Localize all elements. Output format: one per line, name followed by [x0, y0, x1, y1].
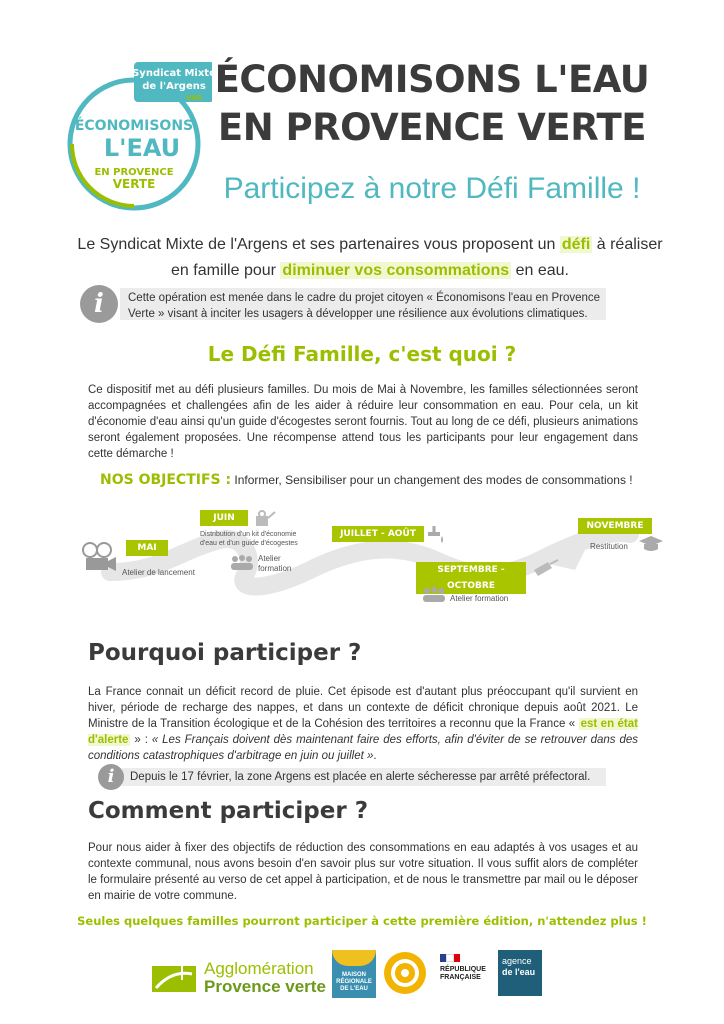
agence-line2: de l'eau [502, 967, 536, 977]
info-icon: i [98, 764, 124, 790]
timeline-tag-septembre-octobre: SEPTEMBRE - OCTOBRE [416, 562, 526, 594]
info-icon: i [80, 285, 118, 323]
info-box-project [120, 288, 606, 320]
watering-can-icon [252, 508, 276, 530]
logo-line1: ÉCONOMISONS [74, 118, 194, 134]
pourquoi-text2: » : [130, 734, 152, 746]
agglo-line2-wrap [204, 978, 326, 995]
timeline-juin-text2: d'eau et d'un guide d'écogestes [200, 540, 298, 547]
section-title-pourquoi: Pourquoi participer ? [88, 640, 362, 666]
intro-part3: en eau. [511, 262, 569, 279]
logo-badge-var: VAR [186, 94, 202, 102]
logo-line3: EN PROVENCE [94, 167, 174, 178]
timeline-tag-juin: JUIN [200, 510, 248, 526]
objectifs-line [100, 472, 660, 488]
timeline-septembre-text: Atelier formation [450, 594, 509, 603]
agglomeration-logo [152, 950, 332, 1000]
pourquoi-text3: . [373, 750, 377, 762]
timeline-novembre-text: Restitution [590, 542, 628, 551]
page-title-line2: EN PROVENCE VERTE [217, 106, 647, 149]
info-box-alerte: Depuis le 17 février, la zone Argens est placée en alerte sécheresse par arrêté préfectoral. [122, 768, 606, 786]
timeline-tag-novembre: NOVEMBRE [578, 518, 652, 534]
section-title-defi: Le Défi Famille, c'est quoi ? [207, 342, 517, 366]
timeline-tag-juillet-aout: JUILLET - AOÛT [332, 526, 424, 542]
maison-eau-logo [332, 950, 376, 998]
timeline-juin-atelier [258, 554, 318, 574]
intro-part1: Le Syndicat Mixte de l'Argens et ses partenaires vous proposent un [77, 236, 560, 253]
agglo-line2: Provence verte [204, 977, 326, 996]
rf-line1: RÉPUBLIQUE [440, 966, 486, 973]
intro-part2: à réaliser en famille pour [171, 236, 663, 279]
group-icon [420, 586, 448, 604]
defi-paragraph: Ce dispositif met au défi plusieurs familles. Du mois de Mai à Novembre, les familles sélectionnées seront accompagnées et challengées afin de les aider à réduire leur consommation en eau. Pour cela, un kit d'économie d'eau ainsi qu'un guide d'écogestes seront fournis. Tout au long de ce défi, plusieurs animations seront également proposées. Une récompense attend tous les participants pour leur engagement dans cette démarche ! [88, 384, 638, 460]
pourquoi-quote: « Les Français doivent dès maintenant faire des efforts, afin d'éviter de se retrouver dans des conditions catastrophiques d'arbitrage en juin ou juillet » [88, 734, 638, 762]
pourquoi-paragraph [88, 684, 638, 764]
graduation-cap-icon [638, 534, 664, 554]
intro-text [70, 232, 670, 284]
film-projector-icon [78, 540, 118, 576]
info-box-line1: Cette opération est menée dans le cadre du projet citoyen « Économisons l'eau en Provence [128, 292, 601, 304]
agglo-line1: Agglomération [204, 959, 314, 978]
call-to-action: Seules quelques familles pourront participer à cette première édition, n'attendez plus ! [77, 914, 647, 928]
republique-francaise-logo [440, 950, 490, 1000]
maison-line1: MAISON [342, 972, 366, 978]
timeline-juin-atelier2: formation [258, 564, 292, 573]
page-title [212, 56, 652, 152]
economisons-logo [62, 62, 212, 212]
agence-line1: agence [502, 956, 532, 966]
timeline-mai-text: Atelier de lancement [122, 568, 195, 577]
timeline-juin-text1: Distribution d'un kit d'économie [200, 531, 297, 538]
timeline-juin-atelier1: Atelier [258, 554, 281, 563]
logo-line2: L'EAU [103, 134, 181, 162]
info-box-line2: Verte » visant à inciter les usagers à développer une résilience aux évolutions climatiques. [128, 308, 588, 320]
intro-highlight-defi: défi [561, 236, 591, 253]
logo-line4: VERTE [112, 177, 156, 191]
maison-line2: RÉGIONALE [336, 979, 372, 985]
agence-eau-logo [498, 950, 542, 996]
logo-badge-line1: Syndicat Mixte [132, 68, 212, 79]
section-title-comment: Comment participer ? [88, 798, 369, 824]
watering-can-icon [530, 556, 560, 580]
pourquoi-highlight: est en état d'alerte [88, 718, 638, 746]
objectifs-text: Informer, Sensibiliser pour un changement des modes de consommations ! [231, 473, 633, 487]
maison-line3: DE L'EAU [340, 986, 368, 992]
water-tap-icon [426, 522, 450, 546]
timeline [70, 500, 670, 620]
comment-paragraph: Pour nous aider à fixer des objectifs de réduction des consommations en eau adaptés à vos usages et au contexte communal, nous avons besoin d'en savoir plus sur votre situation. Il vous suffit alors de compléter le formulaire présenté au verso de cet appel à participation, et de nous le transmettre par mail ou le déposer en mairie de votre commune. [88, 842, 638, 902]
logo-badge-line2: de l'Argens [142, 81, 206, 92]
timeline-tag-mai: MAI [126, 540, 168, 556]
group-icon [228, 554, 256, 572]
rf-line2: FRANÇAISE [440, 974, 481, 981]
rotary-logo [382, 950, 428, 996]
intro-highlight-consommations: diminuer vos consommations [282, 262, 510, 279]
sun-icon [332, 950, 376, 966]
objectifs-label: NOS OBJECTIFS : [100, 472, 232, 488]
page-title-line1: ÉCONOMISONS L'EAU [214, 58, 650, 101]
timeline-juin-text [200, 530, 310, 548]
page-subtitle: Participez à notre Défi Famille ! [223, 172, 641, 205]
pourquoi-text1: La France connait un déficit record de pluie. Cet épisode est d'autant plus préoccupant qu'il survient en hiver, période de recharge des nappes, et dans un contexte de déficit chronique depuis août 2021. Le Ministre de la Transition écologique et de la Cohésion des territoires a reconnu que la France « [88, 686, 638, 730]
